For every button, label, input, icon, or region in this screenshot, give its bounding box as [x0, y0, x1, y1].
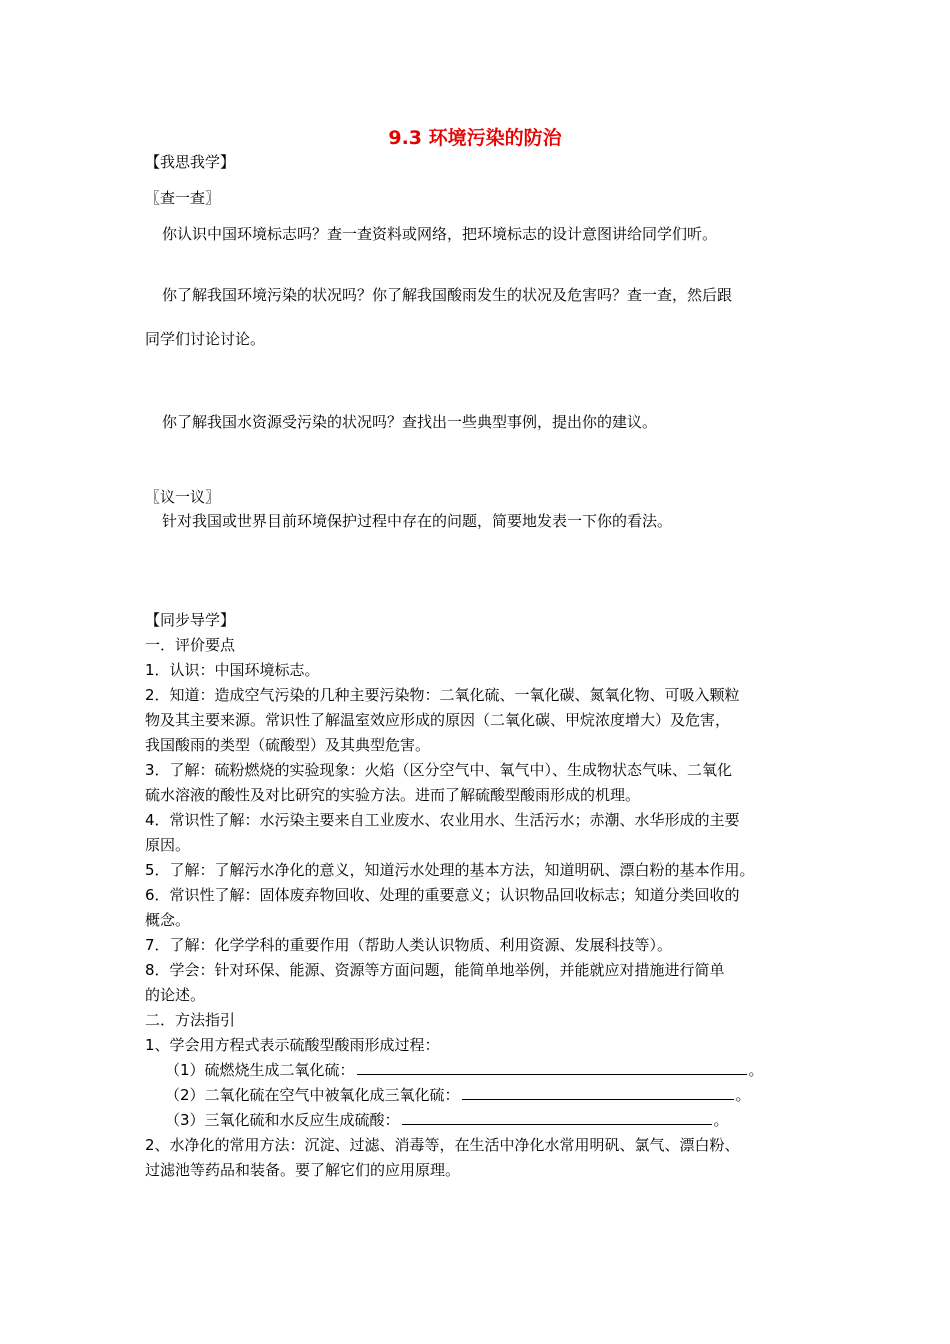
list-item: 物及其主要来源。常识性了解温室效应形成的原因（二氧化碳、甲烷浓度增大）及危害， [145, 711, 731, 729]
list-item: 2．知道：造成空气污染的几种主要污染物：二氧化硫、一氧化碳、氮氧化物、可吸入颗粒 [145, 686, 740, 704]
period: 。 [748, 1061, 764, 1079]
subheader-check: 〖查一查〗 [145, 189, 221, 207]
list-item: 我国酸雨的类型（硫酸型）及其典型危害。 [145, 736, 431, 754]
method-2-line1: 2、水净化的常用方法：沉淀、过滤、消毒等，在生活中净化水常用明矾、氯气、漂白粉、 [145, 1136, 740, 1154]
section-header-reflect: 【我思我学】 [145, 153, 236, 171]
list-item: 6．常识性了解：固体废弃物回收、处理的重要意义；认识物品回收标志；知道分类回收的 [145, 886, 740, 904]
question-pollution-line1: 你了解我国环境污染的状况吗？你了解我国酸雨发生的状况及危害吗？查一查，然后跟 [162, 286, 733, 304]
question-water: 你了解我国水资源受污染的状况吗？查找出一些典型事例，提出你的建议。 [162, 413, 658, 431]
method-1a-label: （1）硫燃烧生成二氧化硫： [165, 1061, 355, 1079]
list-item: 3．了解：硫粉燃烧的实验现象：火焰（区分空气中、氧气中）、生成物状态气味、二氧化 [145, 761, 733, 779]
question-opinion: 针对我国或世界目前环境保护过程中存在的问题，简要地发表一下你的看法。 [162, 512, 673, 530]
method-1b-row [165, 1085, 751, 1105]
list-item: 原因。 [145, 836, 191, 854]
method-2-line2: 过滤池等药品和装备。要了解它们的应用原理。 [145, 1161, 461, 1179]
list-item: 7．了解：化学学科的重要作用（帮助人类认识物质、利用资源、发展科技等）。 [145, 936, 673, 954]
question-env-label: 你认识中国环境标志吗？查一查资料或网络，把环境标志的设计意图讲给同学们听。 [162, 225, 718, 243]
list-item: 5．了解：了解污水净化的意义，知道污水处理的基本方法，知道明矾、漂白粉的基本作用。 [145, 861, 755, 879]
part2-title: 二．方法指引 [145, 1011, 236, 1029]
answer-blank-1[interactable] [357, 1060, 747, 1075]
answer-blank-3[interactable] [402, 1110, 712, 1125]
period: 。 [713, 1111, 729, 1129]
list-item: 概念。 [145, 911, 191, 929]
list-item: 8．学会：针对环保、能源、资源等方面问题，能简单地举例，并能就应对措施进行简单 [145, 961, 725, 979]
part1-title: 一．评价要点 [145, 636, 236, 654]
method-1b-label: （2）二氧化硫在空气中被氧化成三氧化硫： [165, 1086, 460, 1104]
subheader-discuss: 〖议一议〗 [145, 488, 221, 506]
method-1: 1、学会用方程式表示硫酸型酸雨形成过程： [145, 1036, 440, 1054]
list-item: 硫水溶液的酸性及对比研究的实验方法。进而了解硫酸型酸雨形成的机理。 [145, 786, 641, 804]
list-item: 4．常识性了解：水污染主要来自工业废水、农业用水、生活污水；赤潮、水华形成的主要 [145, 811, 740, 829]
list-item: 1．认识：中国环境标志。 [145, 661, 320, 679]
list-item: 的论述。 [145, 986, 206, 1004]
question-pollution-line2: 同学们讨论讨论。 [145, 330, 266, 348]
period: 。 [735, 1086, 751, 1104]
section-header-guide: 【同步导学】 [145, 611, 236, 629]
method-1c-row [165, 1110, 729, 1130]
page-title: 9.3 环境污染的防治 [388, 127, 562, 149]
method-1a-row [165, 1060, 764, 1080]
answer-blank-2[interactable] [462, 1085, 734, 1100]
method-1c-label: （3）三氧化硫和水反应生成硫酸： [165, 1111, 400, 1129]
